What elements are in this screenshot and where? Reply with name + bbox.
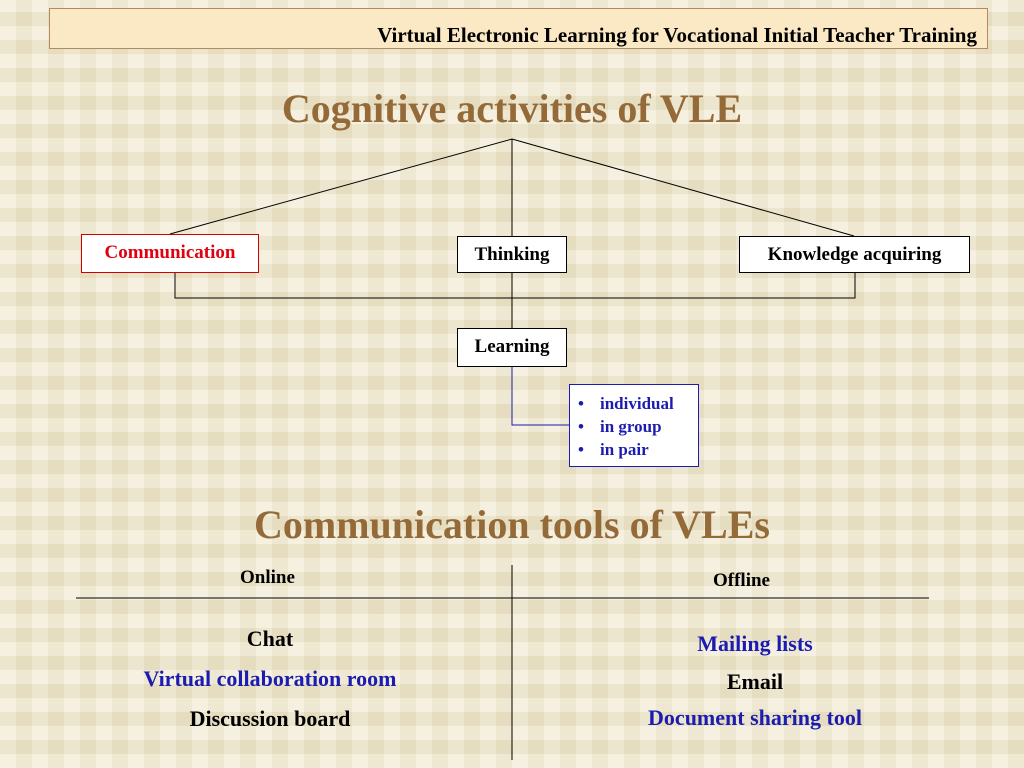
- list-item: • in group: [578, 417, 662, 436]
- offline-tool-document-sharing: Document sharing tool: [648, 705, 862, 730]
- connector-apex-to-knowledge: [512, 139, 854, 236]
- online-tool-chat: Chat: [246, 626, 294, 651]
- list-item: • in pair: [578, 440, 649, 459]
- node-knowledge-acquiring: Knowledge acquiring: [739, 236, 970, 273]
- connector-learning-to-modes: [512, 367, 569, 425]
- communication-tools-title: Communication tools of VLEs: [254, 502, 770, 547]
- offline-tool-mailing-lists: Mailing lists: [697, 631, 813, 656]
- cognitive-activities-title: Cognitive activities of VLE: [281, 86, 743, 131]
- offline-column-heading: Offline: [713, 570, 770, 591]
- mode-label: in pair: [600, 440, 649, 459]
- header-title: Virtual Electronic Learning for Vocational Initial Teacher Training: [377, 23, 977, 47]
- node-learning: Learning: [457, 328, 567, 367]
- connector-apex-to-communication: [170, 139, 512, 234]
- connector-bottom-bracket: [175, 273, 855, 298]
- online-tool-discussion-board: Discussion board: [189, 706, 351, 731]
- mode-label: individual: [600, 394, 674, 413]
- online-tool-virtual-room: Virtual collaboration room: [143, 666, 397, 691]
- offline-tool-email: Email: [726, 669, 784, 694]
- learning-modes-list: [569, 384, 699, 467]
- node-communication: Communication: [81, 234, 259, 273]
- mode-label: in group: [600, 417, 662, 436]
- online-column-heading: Online: [240, 567, 295, 588]
- list-item: • individual: [578, 394, 674, 413]
- node-thinking: Thinking: [457, 236, 567, 273]
